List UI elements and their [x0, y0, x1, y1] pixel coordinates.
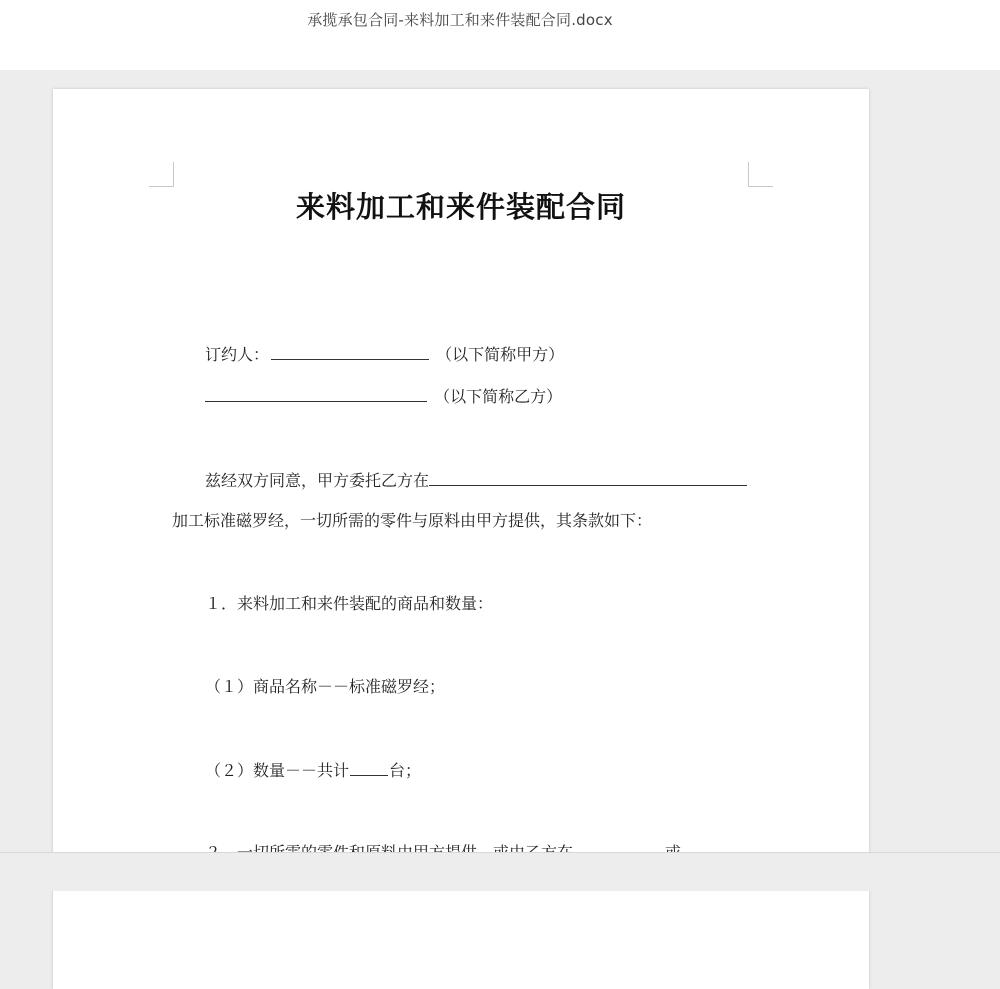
party-b-line — [205, 385, 562, 408]
party-a-line — [205, 343, 564, 366]
clause-1-item-2 — [205, 759, 421, 782]
party-b-blank — [205, 385, 427, 402]
intro-text-1: 兹经双方同意，甲方委托乙方在 — [205, 471, 430, 490]
clause-1-item-2-prefix: （２）数量－－共计 — [205, 761, 350, 780]
clause-1-item-1: （１）商品名称－－标准磁罗经； — [205, 677, 446, 696]
intro-location-blank — [429, 469, 747, 486]
party-a-label: 订约人： — [205, 345, 270, 364]
intro-line-1 — [205, 469, 749, 492]
margin-corner-top-right — [748, 162, 773, 187]
margin-corner-top-left — [149, 162, 174, 187]
document-viewer[interactable] — [0, 70, 1000, 852]
intro-line-2: 加工标准磁罗经，一切所需的零件与原料由甲方提供，其条款如下： — [172, 511, 653, 530]
title-bar — [0, 0, 1000, 70]
status-bar — [0, 852, 1000, 891]
document-heading: 来料加工和来件装配合同 — [295, 190, 626, 224]
party-a-blank — [271, 343, 429, 360]
party-a-note: （以下简称甲方） — [436, 345, 565, 364]
quantity-blank — [350, 759, 388, 776]
clause-1-item-2-suffix: 台； — [389, 761, 422, 780]
party-b-note: （以下简称乙方） — [434, 387, 563, 406]
clause-1: １．来料加工和来件装配的商品和数量： — [205, 594, 494, 613]
document-file-name: 承揽承包合同-来料加工和来件装配合同.docx — [307, 11, 613, 29]
